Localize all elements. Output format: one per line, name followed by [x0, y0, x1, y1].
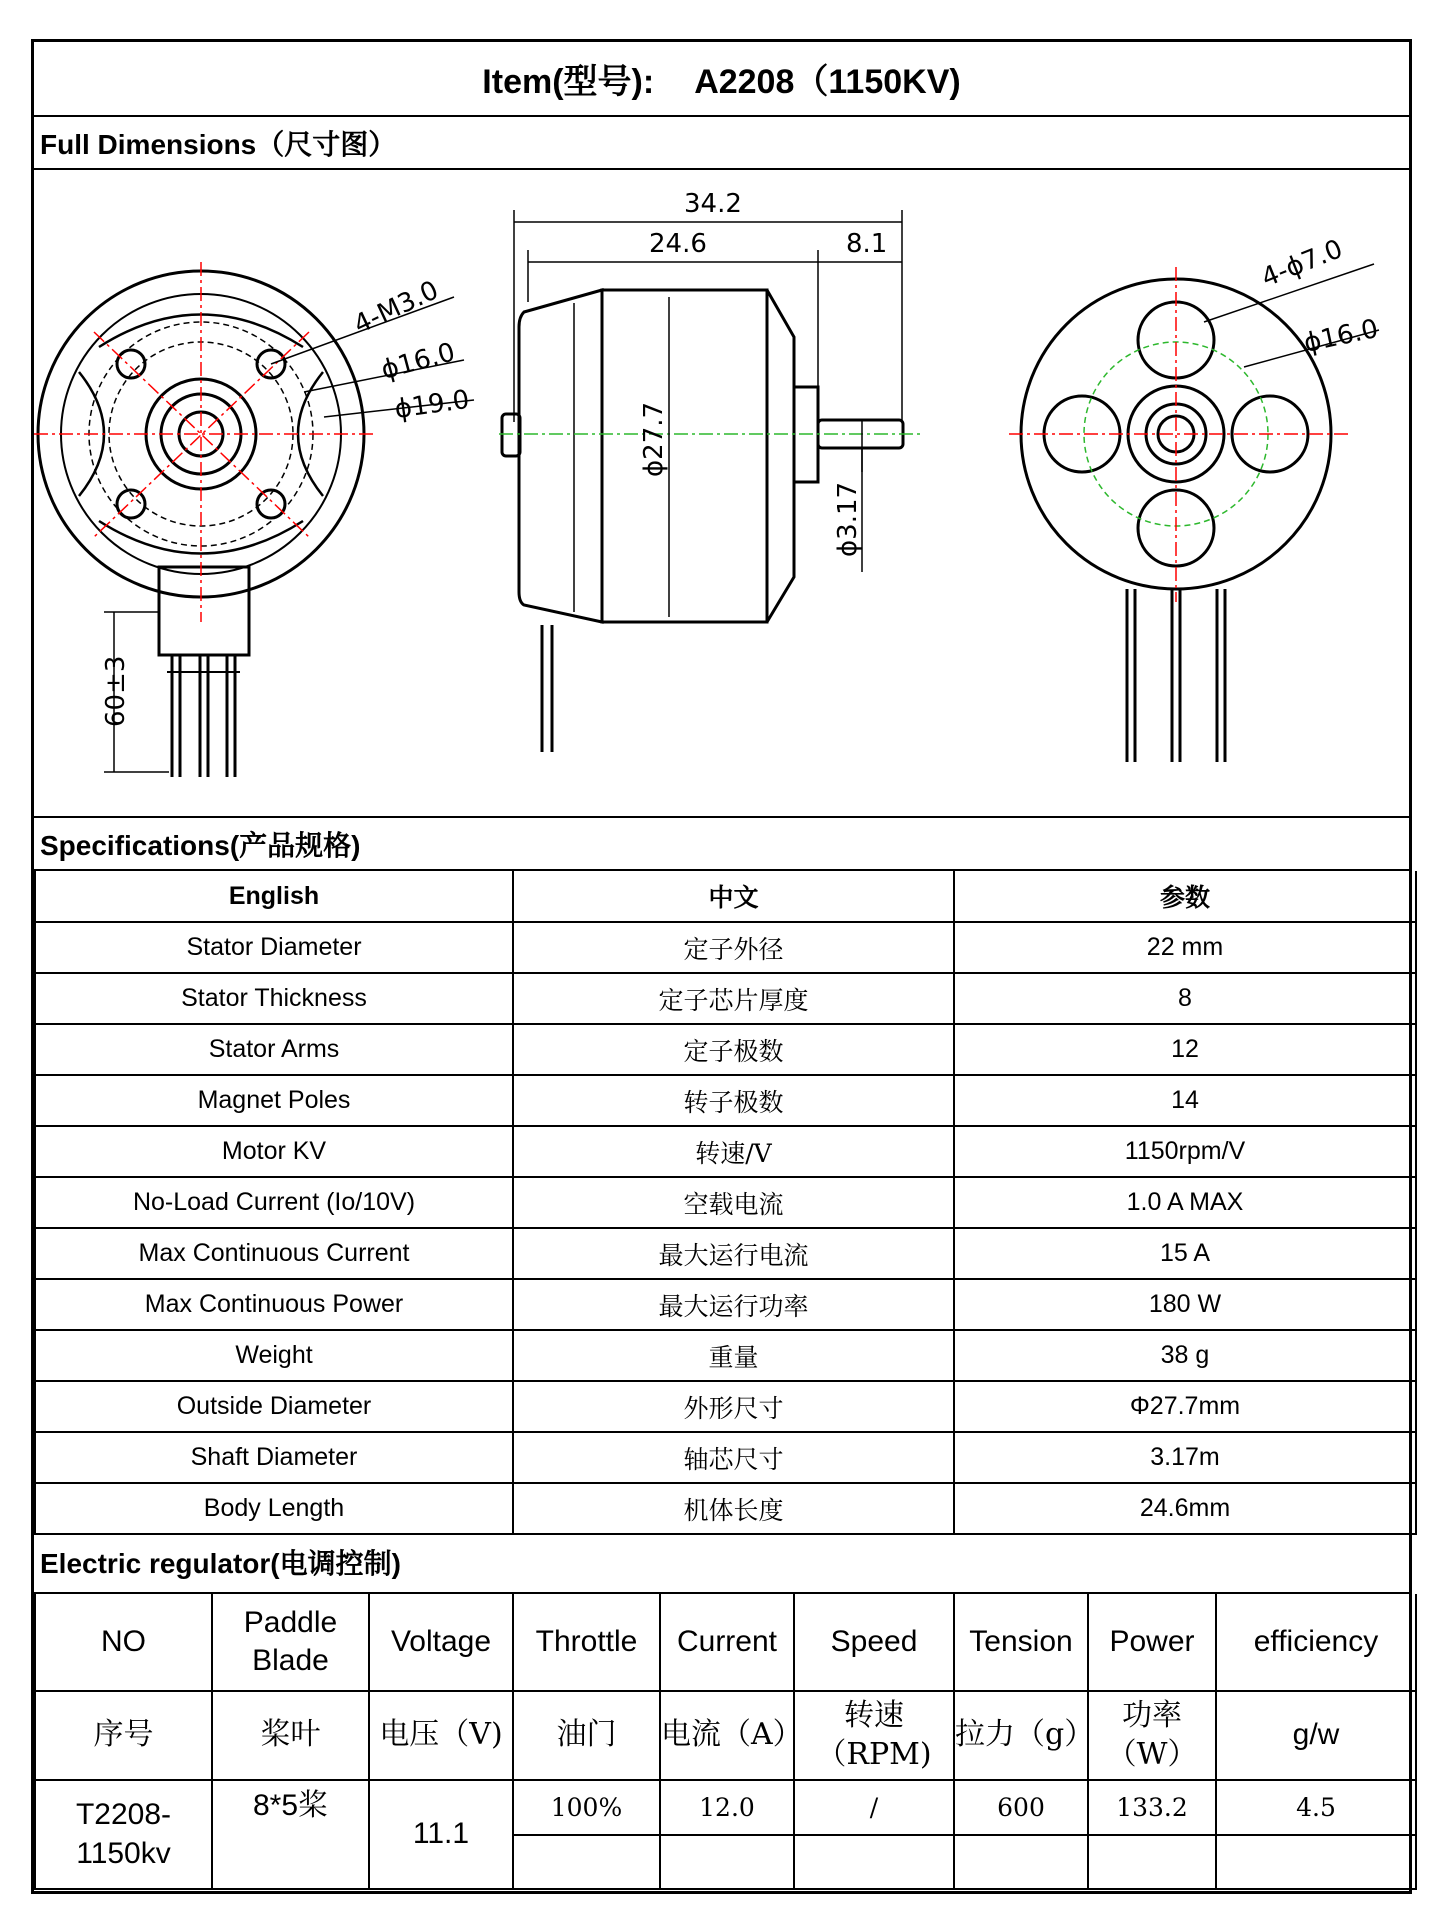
spec-zh: 定子芯片厚度 [513, 973, 954, 1024]
spec-en: Weight [35, 1330, 513, 1381]
spec-zh: 定子外径 [513, 922, 954, 973]
empty-cell [1216, 1835, 1416, 1889]
esc-tension: 600 [954, 1780, 1088, 1835]
empty-cell [954, 1835, 1088, 1889]
regulator-heading: Electric regulator(电调控制) [34, 1532, 1409, 1594]
header-current-zh: 电流（A） [660, 1691, 794, 1780]
header-tension-zh: 拉力（g） [954, 1691, 1088, 1780]
spec-en: Stator Diameter [35, 922, 513, 973]
spec-value: 24.6mm [954, 1483, 1416, 1534]
header-throttle-zh: 油门 [513, 1691, 660, 1780]
spec-en: Max Continuous Current [35, 1228, 513, 1279]
header-power: Power [1088, 1594, 1216, 1691]
esc-voltage: 11.1 [369, 1780, 513, 1889]
motor-drawing-svg [34, 172, 1409, 818]
esc-current: 12.0 [660, 1780, 794, 1835]
spec-value: 8 [954, 973, 1416, 1024]
regulator-table [34, 1594, 1417, 1890]
spec-value: 1.0 A MAX [954, 1177, 1416, 1228]
outer-diameter-label: ϕ27.7 [639, 401, 669, 477]
empty-cell [513, 1835, 660, 1889]
header-no: NO [35, 1594, 212, 1691]
spec-zh: 定子极数 [513, 1024, 954, 1075]
pcd-large-label: ϕ19.0 [392, 384, 472, 425]
esc-throttle: 100% [513, 1780, 660, 1835]
esc-speed: / [794, 1780, 954, 1835]
col-value: 参数 [954, 871, 1416, 922]
header-throttle: Throttle [513, 1594, 660, 1691]
datasheet [31, 39, 1412, 1894]
esc-no: T2208-1150kv [35, 1780, 212, 1889]
spec-en: Outside Diameter [35, 1381, 513, 1432]
table-row [35, 1432, 1416, 1483]
spec-zh: 重量 [513, 1330, 954, 1381]
header-tension: Tension [954, 1594, 1088, 1691]
spec-zh: 最大运行功率 [513, 1279, 954, 1330]
shaft-diameter-label: ϕ3.17 [833, 481, 863, 557]
rear-holes-label: 4-ϕ7.0 [1257, 234, 1347, 294]
specifications-heading: Specifications(产品规格) [34, 818, 1409, 871]
spec-zh: 转子极数 [513, 1075, 954, 1126]
table-row [35, 1075, 1416, 1126]
spec-en: Magnet Poles [35, 1075, 513, 1126]
model-name: A2208（1150KV) [694, 63, 961, 101]
spec-value: 180 W [954, 1279, 1416, 1330]
spec-value: 22 mm [954, 922, 1416, 973]
header-current: Current [660, 1594, 794, 1691]
table-row [35, 1381, 1416, 1432]
header-voltage-zh: 电压（V) [369, 1691, 513, 1780]
header-no-zh: 序号 [35, 1691, 212, 1780]
header-voltage: Voltage [369, 1594, 513, 1691]
spec-header-row [35, 871, 1416, 922]
spec-value: 3.17m [954, 1432, 1416, 1483]
spec-en: Stator Arms [35, 1024, 513, 1075]
spec-en: Body Length [35, 1483, 513, 1534]
table-row [35, 1279, 1416, 1330]
col-chinese: 中文 [513, 871, 954, 922]
spec-zh: 外形尺寸 [513, 1381, 954, 1432]
spec-en: Max Continuous Power [35, 1279, 513, 1330]
col-english: English [35, 871, 513, 922]
title-bar [34, 42, 1409, 117]
spec-zh: 最大运行电流 [513, 1228, 954, 1279]
esc-header-zh-row [35, 1691, 1416, 1780]
header-speed-zh: 转速（RPM) [794, 1691, 954, 1780]
empty-cell [1088, 1835, 1216, 1889]
header-blade-zh: 桨叶 [212, 1691, 369, 1780]
spec-value: 12 [954, 1024, 1416, 1075]
spec-value: 14 [954, 1075, 1416, 1126]
empty-cell [794, 1835, 954, 1889]
spec-zh: 转速/V [513, 1126, 954, 1177]
table-row [35, 1228, 1416, 1279]
table-row [35, 1483, 1416, 1534]
rear-centerlines [1009, 267, 1349, 602]
header-power-zh: 功率（W） [1088, 1691, 1216, 1780]
rear-pcd-label: ϕ16.0 [1301, 313, 1381, 359]
mount-thread-label: 4-M3.0 [349, 275, 444, 341]
spec-value: 38 g [954, 1330, 1416, 1381]
spec-value: 1150rpm/V [954, 1126, 1416, 1177]
table-row [35, 1780, 1416, 1835]
overall-length-label: 34.2 [684, 189, 742, 219]
spec-zh: 轴芯尺寸 [513, 1432, 954, 1483]
lead-length-label: 60±3 [101, 655, 131, 727]
table-row [35, 973, 1416, 1024]
header-efficiency-zh: g/w [1216, 1691, 1416, 1780]
table-row [35, 1024, 1416, 1075]
dimension-drawing [34, 172, 1409, 818]
esc-power: 133.2 [1088, 1780, 1216, 1835]
pcd-small-label: ϕ16.0 [378, 337, 459, 386]
spec-zh: 空载电流 [513, 1177, 954, 1228]
spec-en: Stator Thickness [35, 973, 513, 1024]
specifications-table [34, 871, 1417, 1535]
body-length-label: 24.6 [649, 229, 707, 259]
esc-header-en-row [35, 1594, 1416, 1691]
header-efficiency: efficiency [1216, 1594, 1416, 1691]
header-speed: Speed [794, 1594, 954, 1691]
shaft-length-label: 8.1 [846, 229, 888, 259]
spec-en: No-Load Current (Io/10V) [35, 1177, 513, 1228]
table-row [35, 1177, 1416, 1228]
table-row [35, 1330, 1416, 1381]
spec-value: 15 A [954, 1228, 1416, 1279]
spec-en: Shaft Diameter [35, 1432, 513, 1483]
empty-cell [660, 1835, 794, 1889]
spec-en: Motor KV [35, 1126, 513, 1177]
table-row [35, 1126, 1416, 1177]
spec-zh: 机体长度 [513, 1483, 954, 1534]
esc-efficiency: 4.5 [1216, 1780, 1416, 1835]
dimensions-heading: Full Dimensions（尺寸图） [34, 117, 1409, 170]
header-blade: Paddle Blade [212, 1594, 369, 1691]
table-row [35, 922, 1416, 973]
item-label: Item(型号): [482, 63, 655, 101]
spec-value: Φ27.7mm [954, 1381, 1416, 1432]
esc-blade: 8*5桨 [212, 1780, 369, 1889]
